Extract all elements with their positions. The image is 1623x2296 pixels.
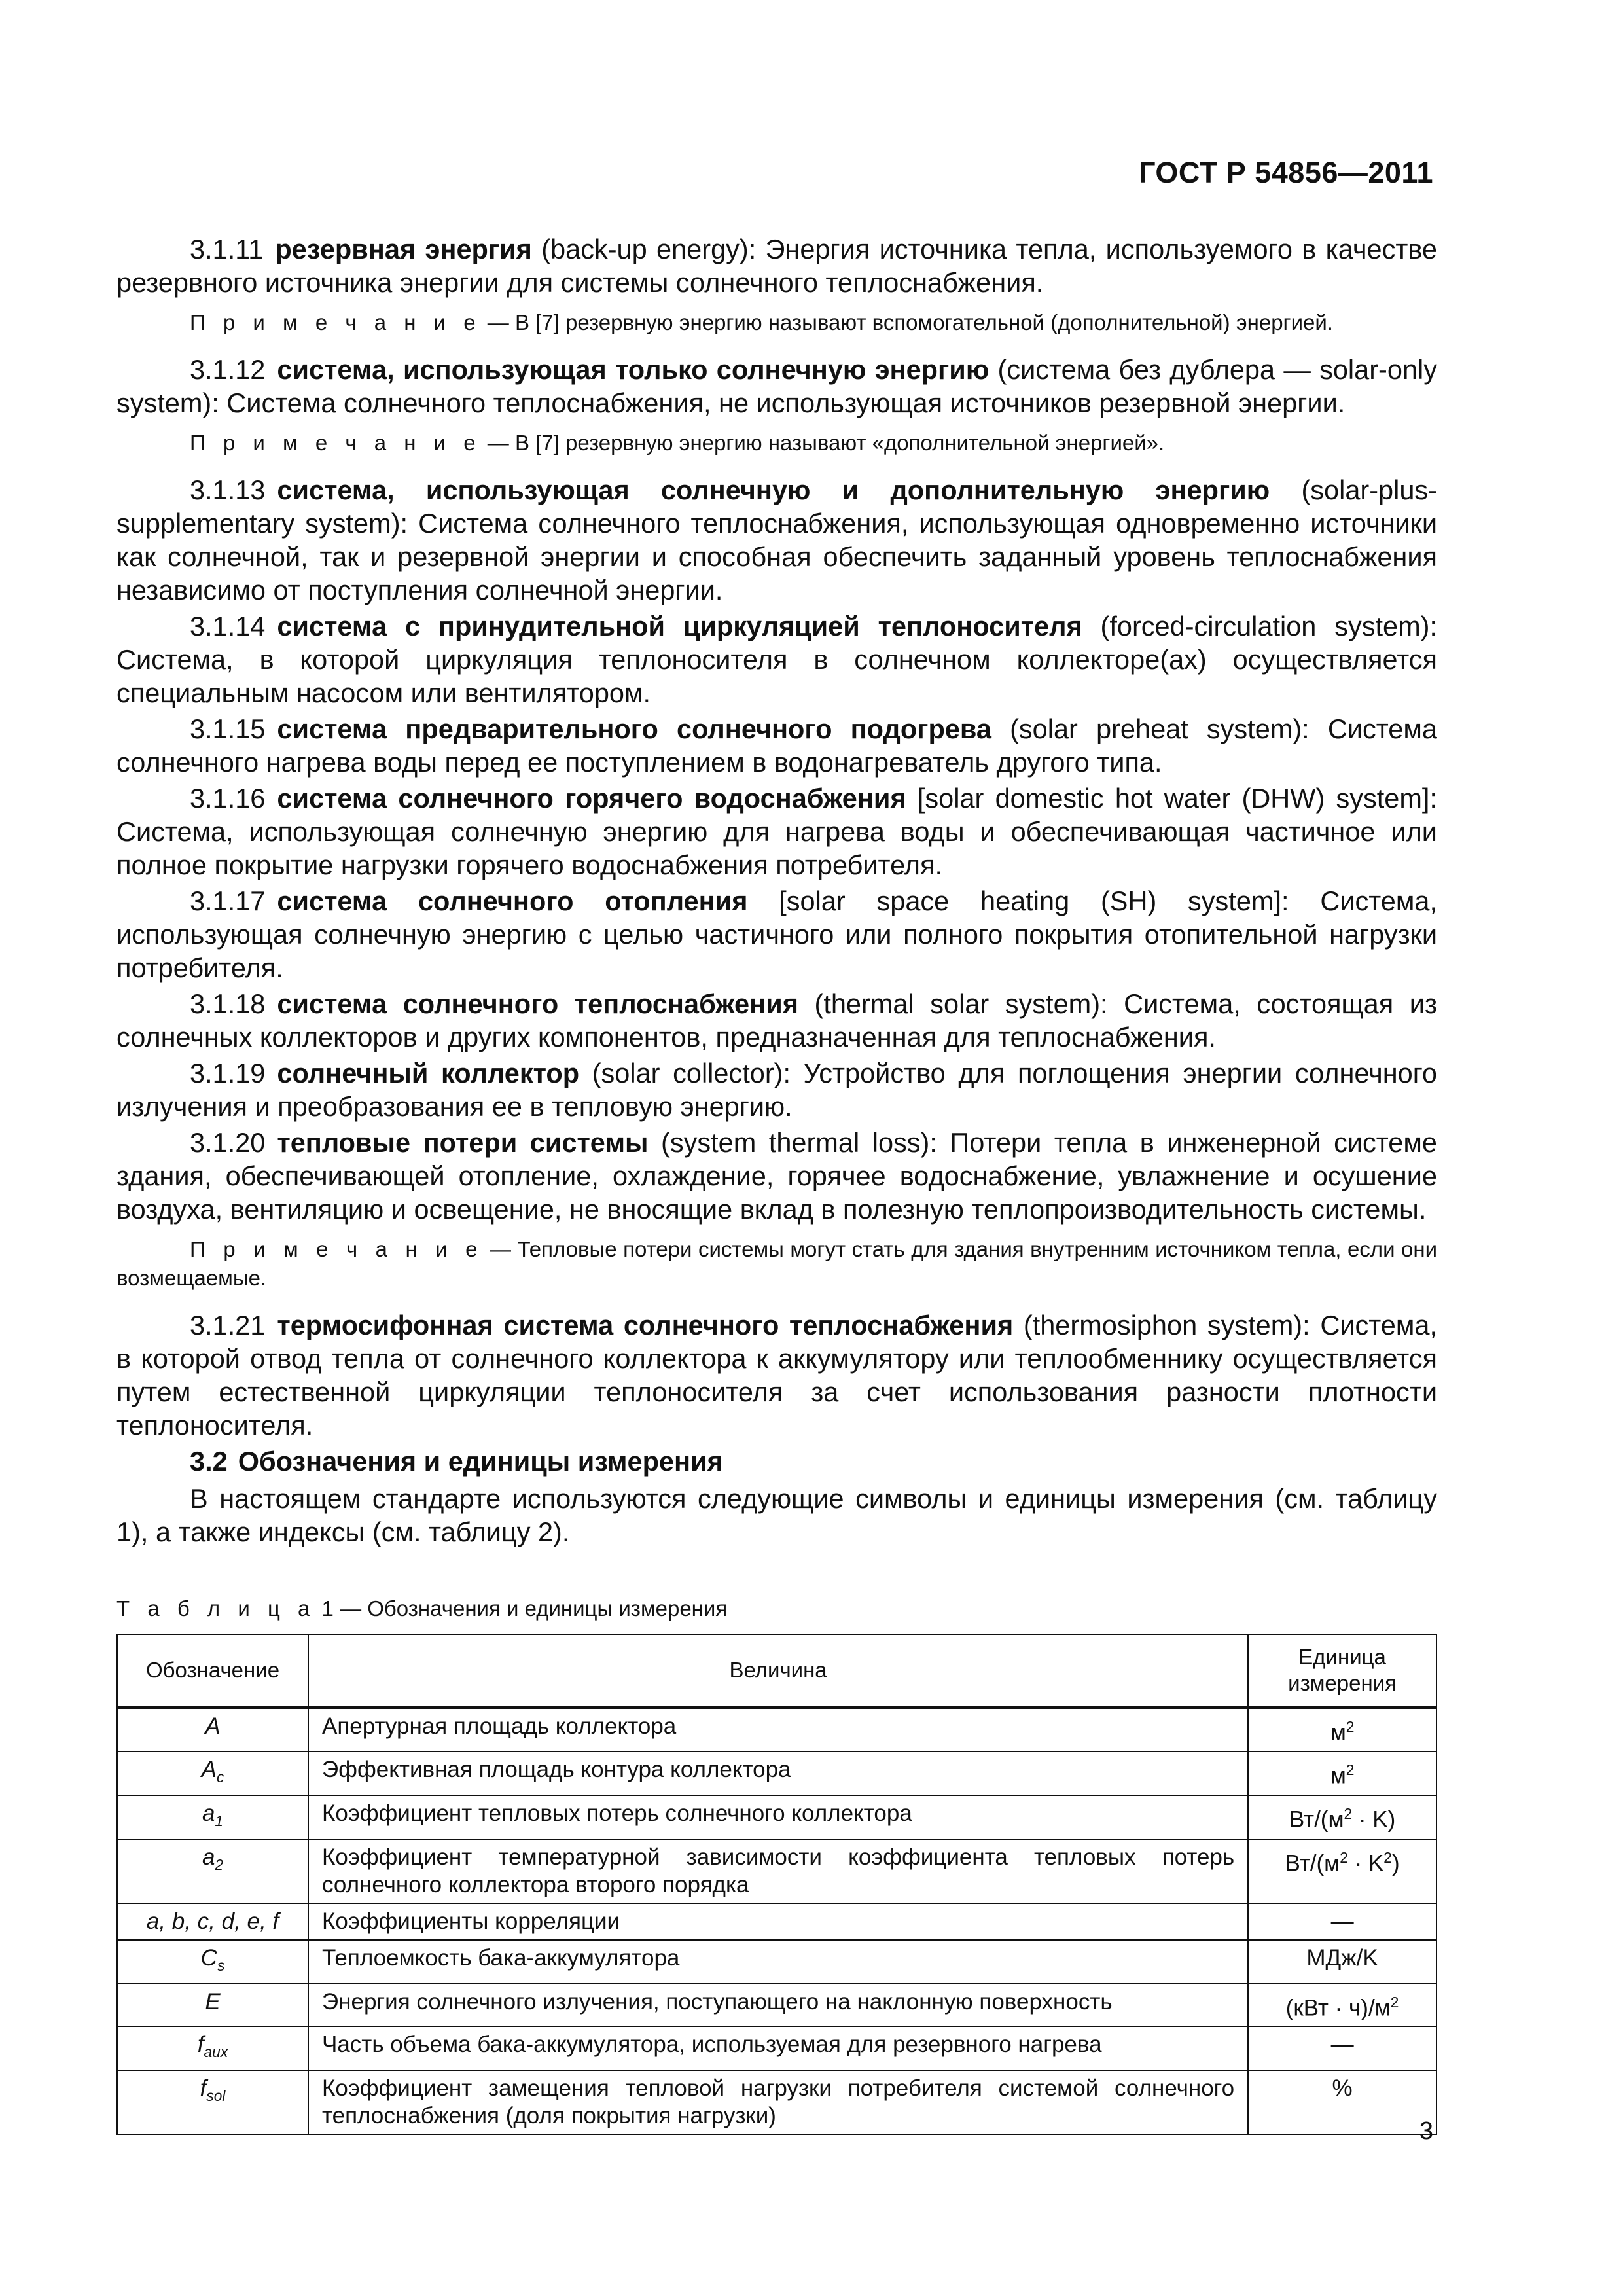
definition-number: 3.1.11: [190, 234, 264, 264]
definition-text: (solar-plus-supplementary system): Система солнечного теплоснабжения, использующая одновременно источники как солнечной, так и резервной энергии и способная обеспечить заданный уровень теплоснабжения независимо от поступления солнечной энергии.: [116, 475, 1437, 605]
symbol-cell: [117, 1708, 308, 1751]
symbol-text: a, b, c, d, e, f: [146, 1908, 279, 1934]
symbol-cell: [117, 2026, 308, 2070]
definition-term: система солнечного отопления: [277, 886, 748, 916]
symbol-text: A: [205, 1713, 221, 1739]
symbol-text: A: [201, 1756, 217, 1782]
definition-3-1-19: [116, 1056, 1437, 1123]
unit-superscript: 2: [1340, 1848, 1348, 1866]
unit-text: (кВт · ч)/м: [1285, 1995, 1391, 2021]
definition-number: 3.1.15: [190, 713, 266, 744]
definition-text: (system thermal loss): Потери тепла в инженерной системе здания, обеспечивающей отопление, охлаждение, горячее водоснабжение, увлажнение и осушение воздуха, вентиляцию и освещение, не вносящие вклад в полезную теплопроизводительность системы.: [116, 1127, 1437, 1225]
symbol-text: f: [197, 2032, 204, 2058]
table-row: [117, 2070, 1436, 2134]
table-row: [117, 1795, 1436, 1839]
unit-cell: [1248, 1984, 1436, 2027]
symbol-subscript: 1: [215, 1812, 224, 1829]
symbol-cell: [117, 1795, 308, 1839]
table-row: [117, 1903, 1436, 1940]
definition-text: [solar domestic hot water (DHW) system]: Система, использующая солнечную энергию для нагрева воды и обеспечивающая частичное или полное покрытие нагрузки горячего водоснабжения потребителя.: [116, 783, 1437, 880]
definition-3-1-13: [116, 473, 1437, 607]
section-number: 3.2: [190, 1446, 228, 1477]
table-caption-label: Т а б л и ц а: [116, 1596, 316, 1621]
symbol-subscript: aux: [204, 2043, 228, 2061]
definition-term: система с принудительной циркуляцией теплоносителя: [277, 611, 1082, 641]
definition-term: система солнечного теплоснабжения: [277, 988, 798, 1019]
unit-cell: [1248, 1751, 1436, 1795]
table-row: [117, 1708, 1436, 1751]
definition-text: [solar space heating (SH) system]: Система, использующая солнечную энергию с целью частичного или полного покрытия отопительной нагрузки потребителя.: [116, 886, 1438, 983]
unit-text: Вт/(м: [1285, 1850, 1340, 1876]
definition-3-1-15: [116, 712, 1437, 779]
symbol-text: E: [205, 1988, 221, 2015]
table-caption: [116, 1596, 1437, 1622]
quantity-cell: Коэффициент замещения тепловой нагрузки потребителя системой солнечного теплоснабжения (доля покрытия нагрузки): [308, 2070, 1248, 2134]
definition-3-1-17: [116, 884, 1437, 984]
definition-number: 3.1.13: [190, 475, 266, 505]
section-heading: [116, 1444, 1437, 1478]
symbol-subscript: 2: [215, 1856, 224, 1873]
table-row: [117, 1984, 1436, 2027]
unit-superscript: 2: [1344, 1804, 1353, 1822]
definition-number: 3.1.21: [190, 1310, 266, 1340]
page-number: 3: [1419, 2117, 1433, 2145]
unit-superscript: 2: [1346, 1718, 1355, 1735]
unit-text: —: [1330, 1908, 1354, 1934]
definition-number: 3.1.12: [190, 354, 266, 385]
note-label: П р и м е ч а н и е: [190, 1237, 484, 1261]
unit-cell: [1248, 1795, 1436, 1839]
unit-superscript: 2: [1390, 1993, 1399, 2011]
quantity-cell: Коэффициент тепловых потерь солнечного коллектора: [308, 1795, 1248, 1839]
unit-text: м: [1330, 1719, 1346, 1746]
definition-text: (solar collector): Устройство для поглощения энергии солнечного излучения и преобразования ее в тепловую энергию.: [116, 1058, 1438, 1122]
table-caption-text: 1 — Обозначения и единицы измерения: [315, 1596, 728, 1621]
definition-3-1-11: [116, 232, 1437, 299]
table-row: [117, 2026, 1436, 2070]
symbol-text: C: [200, 1945, 217, 1971]
unit-cell: [1248, 2070, 1436, 2134]
unit-text: м: [1330, 1763, 1346, 1789]
unit-text: Вт/(м: [1289, 1806, 1344, 1833]
definition-3-1-20: [116, 1126, 1437, 1226]
definition-text: (thermosiphon system): Система, в которой отвод тепла от солнечного коллектора к аккумулятору или теплообменнику осуществляется путем естественной циркуляции теплоносителя за счет использования разности плотности теплоносителя.: [116, 1310, 1437, 1441]
unit-cell: [1248, 2026, 1436, 2070]
symbols-table: [116, 1634, 1437, 2135]
table-row: [117, 1940, 1436, 1984]
quantity-cell: Теплоемкость бака-аккумулятора: [308, 1940, 1248, 1984]
note-text: — В [7] резервную энергию называют «дополнительной энергией».: [481, 431, 1165, 455]
unit-text: МДж/K: [1306, 1945, 1378, 1971]
column-header-quantity: Величина: [308, 1634, 1248, 1708]
definition-text: (система без дублера — solar-only system): Система солнечного теплоснабжения, не использующая источников резервной энергии.: [116, 354, 1437, 418]
definition-text: (back-up energy): Энергия источника тепла, используемого в качестве резервного источника энергии для системы солнечного теплоснабжения.: [116, 234, 1437, 298]
quantity-cell: Часть объема бака-аккумулятора, используемая для резервного нагрева: [308, 2026, 1248, 2070]
symbol-subscript: sol: [206, 2087, 226, 2105]
unit-cell: [1248, 1940, 1436, 1984]
definition-text: (solar preheat system): Система солнечного нагрева воды перед ее поступлением в водонагреватель другого типа.: [116, 713, 1437, 778]
quantity-cell: Эффективная площадь контура коллектора: [308, 1751, 1248, 1795]
definition-3-1-16: [116, 781, 1437, 882]
quantity-cell: Энергия солнечного излучения, поступающего на наклонную поверхность: [308, 1984, 1248, 2027]
definition-term: термосифонная система солнечного теплоснабжения: [277, 1310, 1014, 1340]
unit-cell: [1248, 1903, 1436, 1940]
definition-number: 3.1.17: [190, 886, 266, 916]
unit-text-tail: · K): [1352, 1806, 1396, 1833]
note-label: П р и м е ч а н и е: [190, 431, 482, 455]
definition-text: (thermal solar system): Система, состоящая из солнечных коллекторов и других компонентов, предназначенная для теплоснабжения.: [116, 988, 1437, 1052]
document-header: ГОСТ Р 54856—2011: [1138, 156, 1433, 189]
quantity-cell: Коэффициент температурной зависимости коэффициента тепловых потерь солнечного коллектора второго порядка: [308, 1839, 1248, 1903]
definition-number: 3.1.16: [190, 783, 266, 814]
definition-text: (forced-circulation system): Система, в которой циркуляция теплоносителя в солнечном коллекторе(ах) осуществляется специальным насосом или вентилятором.: [116, 611, 1437, 708]
symbol-cell: [117, 1839, 308, 1903]
definition-number: 3.1.19: [190, 1058, 266, 1088]
definition-term: система, использующая солнечную и дополнительную энергию: [277, 475, 1270, 505]
table-row: [117, 1751, 1436, 1795]
symbol-cell: [117, 1940, 308, 1984]
definition-3-1-12: [116, 353, 1437, 420]
symbol-text: f: [200, 2075, 207, 2102]
symbol-cell: [117, 2070, 308, 2134]
column-header-unit: Единица измерения: [1248, 1634, 1436, 1708]
note-text: — Тепловые потери системы могут стать для здания внутренним источником тепла, если они возмещаемые.: [116, 1237, 1437, 1290]
definition-term: солнечный коллектор: [277, 1058, 580, 1088]
section-title: Обозначения и единицы измерения: [238, 1446, 723, 1477]
unit-text: —: [1330, 2032, 1354, 2058]
note: [116, 429, 1437, 457]
note-label: П р и м е ч а н и е: [190, 310, 482, 334]
symbol-subscript: c: [216, 1768, 224, 1785]
note: [116, 1235, 1437, 1293]
unit-superscript: 2: [1346, 1761, 1355, 1778]
definition-number: 3.1.14: [190, 611, 266, 641]
definition-term: система предварительного солнечного подогрева: [277, 713, 991, 744]
symbol-subscript: s: [217, 1956, 225, 1974]
section-intro: В настоящем стандарте используются следующие символы и единицы измерения (см. таблицу 1), а также индексы (см. таблицу 2).: [116, 1483, 1437, 1547]
unit-text-tail: ): [1391, 1850, 1400, 1876]
table-header-row: [117, 1634, 1436, 1708]
definition-term: резервная энергия: [275, 234, 532, 264]
unit-cell: [1248, 1708, 1436, 1751]
unit-text-tail: · K: [1347, 1850, 1384, 1876]
definition-number: 3.1.18: [190, 988, 266, 1019]
quantity-cell: Апертурная площадь коллектора: [308, 1708, 1248, 1751]
symbol-cell: [117, 1903, 308, 1940]
symbol-text: a: [202, 1844, 215, 1870]
table-row: [117, 1839, 1436, 1903]
definition-term: система солнечного горячего водоснабжения: [277, 783, 906, 814]
definition-3-1-18: [116, 987, 1437, 1054]
definition-number: 3.1.20: [190, 1127, 266, 1158]
unit-superscript: 2: [1383, 1848, 1392, 1866]
symbol-cell: [117, 1984, 308, 2027]
note-text: — В [7] резервную энергию называют вспомогательной (дополнительной) энергией.: [481, 310, 1333, 334]
definition-3-1-14: [116, 609, 1437, 709]
symbol-text: a: [202, 1800, 215, 1826]
definition-term: система, использующая только солнечную энергию: [277, 354, 990, 385]
page-content: [116, 232, 1437, 2135]
quantity-cell: Коэффициенты корреляции: [308, 1903, 1248, 1940]
column-header-symbol: Обозначение: [117, 1634, 308, 1708]
definition-3-1-21: [116, 1308, 1437, 1442]
symbol-cell: [117, 1751, 308, 1795]
unit-text: %: [1332, 2075, 1353, 2102]
note: [116, 308, 1437, 337]
definition-term: тепловые потери системы: [277, 1127, 649, 1158]
unit-cell: [1248, 1839, 1436, 1903]
